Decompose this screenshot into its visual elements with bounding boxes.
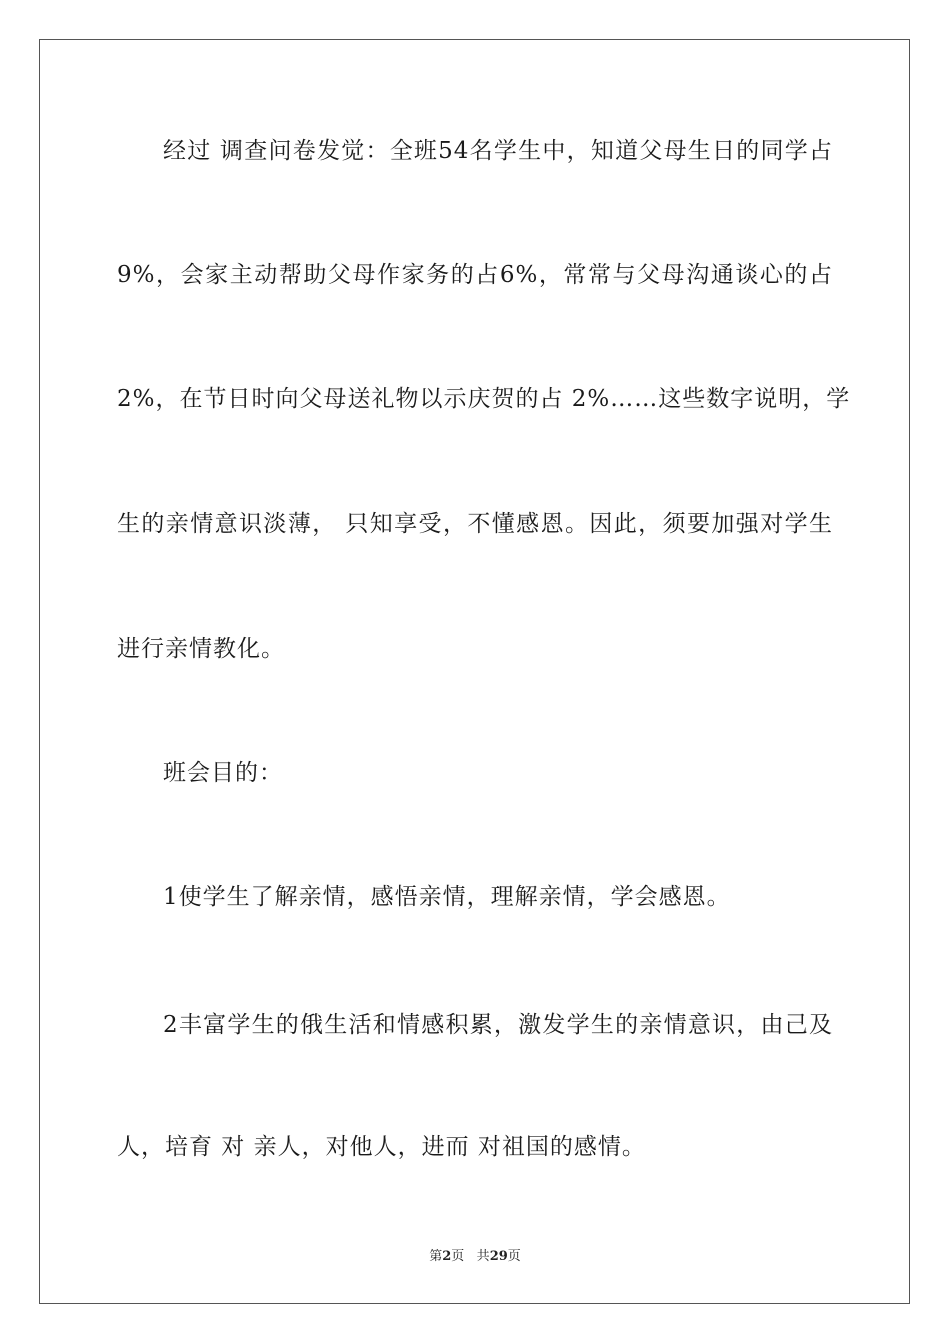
paragraph-line: 2%，在节日时向父母送礼物以示庆贺的占 2%……这些数字说明，学 [117,386,851,412]
paragraph-line: 进行亲情教化。 [117,636,285,662]
paragraph-line: 9%，会家主动帮助父母作家务的占6%，常常与父母沟通谈心的占 [117,262,833,288]
page-suffix: 页 [451,1249,465,1264]
paragraph-line: 人，培育 对 亲人，对他人，进而 对祖国的感情。 [117,1134,646,1160]
total-suffix: 页 [507,1249,521,1264]
total-pages: 29 [489,1249,508,1264]
page-footer [0,1248,950,1266]
section-heading: 班会目的： [163,760,283,786]
list-item: 2丰富学生的俄生活和情感积累，激发学生的亲情意识，由己及 [163,1012,833,1038]
total-prefix: 共 [476,1249,490,1264]
paragraph-line: 生的亲情意识淡薄， 只知享受，不懂感恩。因此，须要加强对学生 [117,511,833,537]
page-number: 2 [442,1249,452,1264]
paragraph-line: 经过 调查问卷发觉：全班54名学生中，知道父母生日的同学占 [163,138,833,164]
page-border [39,39,910,1304]
list-item: 1使学生了解亲情，感悟亲情，理解亲情，学会感恩。 [163,884,731,910]
page-prefix: 第 [429,1249,443,1264]
